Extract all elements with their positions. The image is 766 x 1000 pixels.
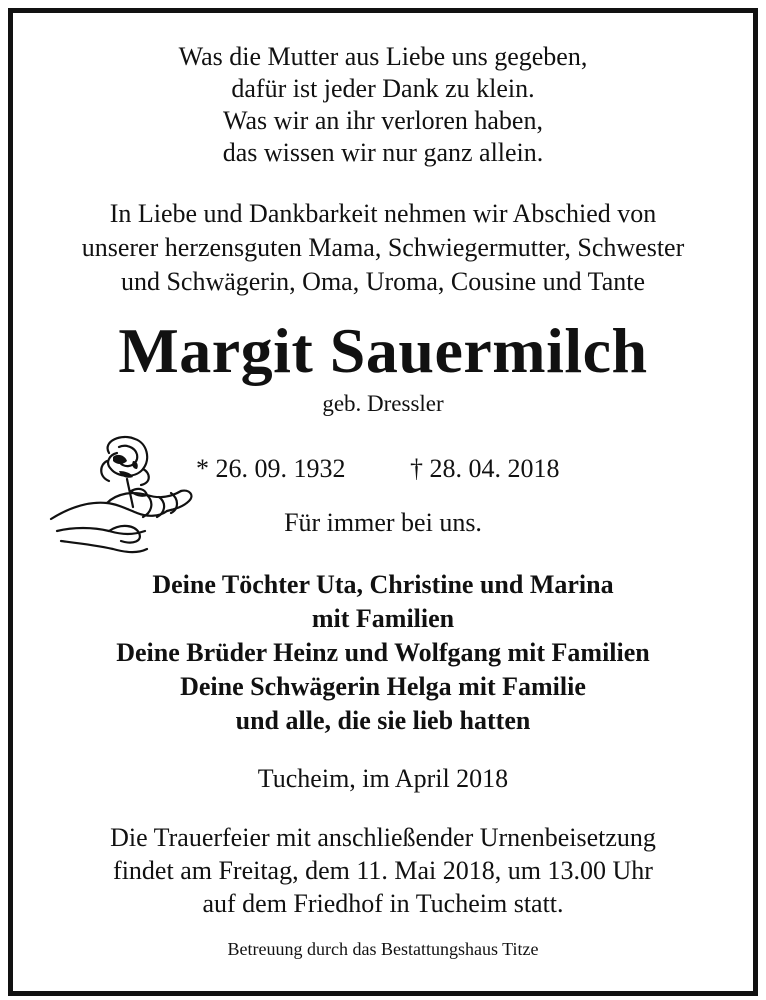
place-date: Tucheim, im April 2018	[257, 764, 509, 793]
mourner-line-2: mit Familien	[311, 604, 455, 633]
deceased-name: Margit Sauermilch	[118, 315, 648, 386]
intro-line-3: und Schwägerin, Oma, Uroma, Cousine und Tante	[120, 267, 646, 296]
intro-line-2: unserer herzensguten Mama, Schwiegermutter, Schwester	[81, 233, 685, 262]
obituary-notice	[8, 8, 758, 996]
ceremony-line-3: auf dem Friedhof in Tucheim statt.	[202, 889, 564, 918]
mourner-line-5: und alle, die sie lieb hatten	[235, 706, 531, 735]
verse-line-2: dafür ist jeder Dank zu klein.	[231, 74, 535, 103]
mourner-line-1: Deine Töchter Uta, Christine und Marina	[152, 570, 614, 599]
life-dates	[13, 453, 753, 487]
ceremony-line-2: findet am Freitag, dem 11. Mai 2018, um 13.00 Uhr	[113, 856, 653, 885]
funeral-home-credit: Betreuung durch das Bestattungshaus Titze	[227, 939, 539, 959]
verse-line-4: das wissen wir nur ganz allein.	[222, 138, 544, 167]
intro-line-1: In Liebe und Dankbarkeit nehmen wir Abschied von	[109, 199, 657, 228]
ceremony-line-1: Die Trauerfeier mit anschließender Urnenbeisetzung	[110, 823, 656, 852]
verse-line-1: Was die Mutter aus Liebe uns gegeben,	[178, 42, 588, 71]
mourner-line-4: Deine Schwägerin Helga mit Familie	[180, 672, 586, 701]
birth-name: geb. Dressler	[322, 391, 444, 416]
verse-line-3: Was wir an ihr verloren haben,	[223, 106, 543, 135]
death-date: † 28. 04. 2018	[410, 454, 560, 483]
birth-date: * 26. 09. 1932	[196, 454, 346, 483]
motto: Für immer bei uns.	[284, 508, 482, 537]
mourner-line-3: Deine Brüder Heinz und Wolfgang mit Familien	[116, 638, 650, 667]
